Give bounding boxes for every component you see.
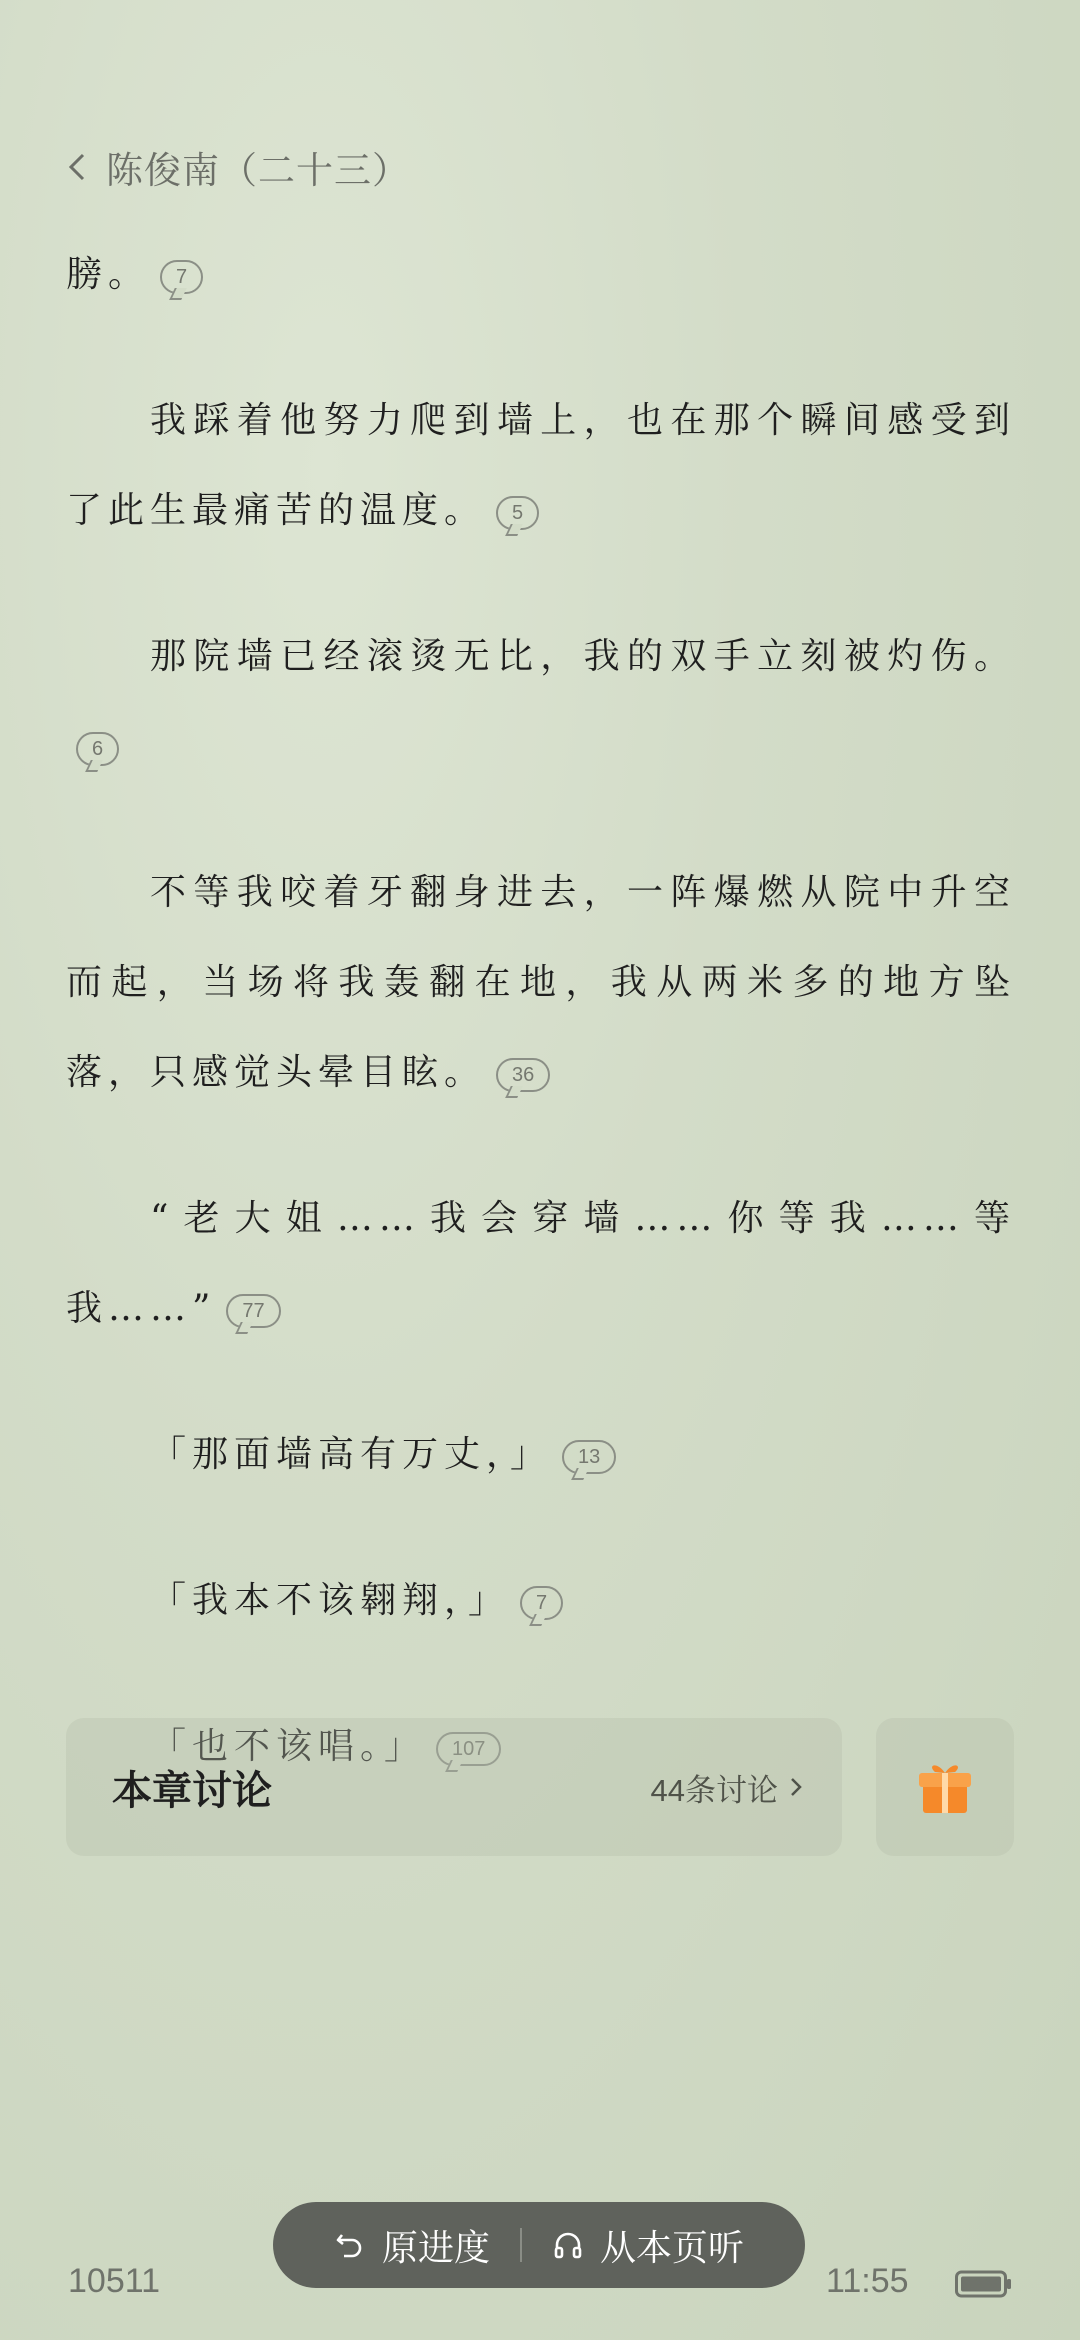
chapter-title[interactable]: 陈俊南（二十三）	[106, 150, 410, 191]
chapter-header	[66, 140, 410, 194]
discussion-count-text: 44条讨论	[650, 1772, 778, 1808]
comment-bubble[interactable]: 7	[520, 1586, 563, 1620]
comment-bubble[interactable]: 6	[76, 732, 119, 766]
chapter-discussion-card[interactable]	[66, 1718, 842, 1856]
word-count: 10511	[68, 2262, 161, 2300]
return-progress-label: 原进度	[381, 2226, 490, 2268]
paragraph	[66, 612, 1016, 792]
paragraph-text: 不等我咬着牙翻身进去，一阵爆燃从院中升空而起，当场将我轰翻在地，我从两米多的地方坠落，只感觉头晕目眩。	[66, 872, 1016, 1093]
gift-icon	[913, 1755, 977, 1819]
comment-bubble[interactable]: 77	[226, 1294, 280, 1328]
chevron-left-icon[interactable]	[66, 156, 88, 178]
paragraph	[66, 230, 1016, 320]
discussion-count	[651, 1765, 802, 1810]
battery-icon	[955, 2270, 1013, 2302]
paragraph-text: 「也不该唱。」	[150, 1726, 427, 1767]
comment-bubble[interactable]: 13	[562, 1440, 616, 1474]
listen-from-page-label: 从本页听	[600, 2226, 745, 2268]
paragraph-text: 「那面墙高有万丈，」	[150, 1434, 553, 1475]
comment-bubble[interactable]: 107	[436, 1732, 501, 1766]
discussion-label: 本章讨论	[112, 1768, 272, 1813]
paragraph-text: 我踩着他努力爬到墙上，也在那个瞬间感受到了此生最痛苦的温度。	[66, 400, 1016, 531]
reading-content	[66, 230, 1016, 1848]
undo-icon	[334, 2229, 366, 2261]
listen-from-page-button[interactable]	[522, 2220, 774, 2271]
bottom-action-bar	[273, 2202, 805, 2288]
paragraph-text: 那院墙已经滚烫无比，我的双手立刻被灼伤。	[150, 636, 1016, 677]
comment-bubble[interactable]: 36	[496, 1058, 550, 1092]
gift-button[interactable]	[876, 1718, 1014, 1856]
headphones-icon	[552, 2229, 584, 2261]
paragraph	[66, 1556, 1016, 1646]
paragraph-text: “老大姐……我会穿墙……你等我……等我……”	[66, 1198, 1016, 1329]
paragraph	[66, 1410, 1016, 1500]
paragraph	[66, 1174, 1016, 1354]
paragraph	[66, 376, 1016, 556]
comment-bubble[interactable]: 5	[496, 496, 539, 530]
comment-bubble[interactable]: 7	[160, 260, 203, 294]
paragraph-text: 膀。	[66, 254, 151, 295]
clock-time: 11:55	[826, 2262, 909, 2300]
return-progress-button[interactable]	[304, 2220, 520, 2271]
paragraph-text: 「我本不该翱翔，」	[150, 1580, 511, 1621]
paragraph	[66, 848, 1016, 1118]
chevron-right-icon	[790, 1777, 802, 1797]
